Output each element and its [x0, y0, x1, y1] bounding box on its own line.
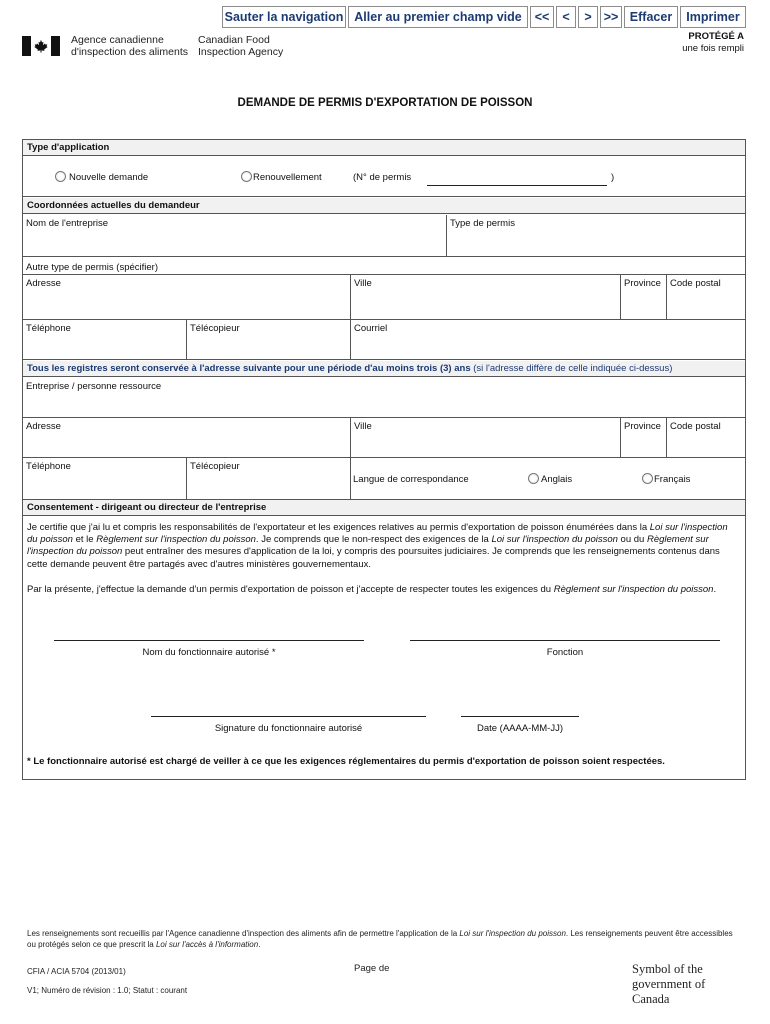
records-fax-label: Télécopieur	[190, 461, 240, 472]
contact-field[interactable]	[23, 378, 745, 418]
government-symbol: Symbol of the government of Canada	[632, 962, 706, 1006]
first-empty-field-button[interactable]: Aller au premier champ vide	[348, 6, 528, 28]
permit-number-close: )	[611, 172, 615, 183]
protected-label	[682, 31, 744, 55]
records-province-label: Province	[624, 421, 661, 432]
postal-code-field[interactable]	[667, 275, 745, 320]
agency-name-fr: Agence canadienne d'inspection des aliments	[71, 34, 188, 58]
next-page-button[interactable]: >	[578, 6, 598, 28]
fax-label: Télécopieur	[190, 323, 240, 334]
official-name-label: Nom du fonctionnaire autorisé *	[142, 647, 276, 658]
english-label: Anglais	[541, 474, 573, 485]
records-address-field[interactable]	[23, 418, 351, 458]
function-input[interactable]	[410, 640, 720, 641]
language-row	[351, 458, 745, 500]
french-label: Français	[654, 474, 691, 485]
permit-form	[22, 139, 746, 780]
renewal-radio[interactable]	[241, 171, 252, 182]
phone-label: Téléphone	[26, 323, 71, 334]
clear-button[interactable]: Effacer	[624, 6, 678, 28]
page-number: Page de	[354, 963, 390, 974]
function-label: Fonction	[546, 647, 584, 658]
english-radio[interactable]	[528, 473, 539, 484]
french-radio[interactable]	[642, 473, 653, 484]
other-permit-type-label: Autre type de permis (spécifier)	[26, 262, 158, 273]
skip-navigation-button[interactable]: Sauter la navigation	[222, 6, 346, 28]
records-phone-field[interactable]	[23, 458, 187, 500]
new-request-radio[interactable]	[55, 171, 66, 182]
application-type-row	[23, 157, 745, 197]
signature-label: Signature du fonctionnaire autorisé	[214, 723, 363, 734]
company-name-label: Nom de l'entreprise	[26, 218, 109, 229]
protected-note: une fois rempli	[682, 43, 744, 54]
address-label: Adresse	[26, 278, 61, 289]
authorized-official-note: * Le fonctionnaire autorisé est chargé de veiller à ce que les exigences réglementaires du permis d'exportation de poisson soient respectées.	[27, 756, 665, 767]
records-phone-label: Téléphone	[26, 461, 71, 472]
records-fax-field[interactable]	[187, 458, 351, 500]
phone-field[interactable]	[23, 320, 187, 360]
company-name-field[interactable]	[23, 215, 447, 257]
protected-level: PROTÉGÉ A	[688, 31, 744, 42]
records-heading-note: (si l'adresse diffère de celle indiquée ci-dessus)	[473, 363, 673, 374]
records-address-label: Adresse	[26, 421, 61, 432]
agency-name-en: Canadian Food Inspection Agency	[198, 34, 284, 58]
permit-number-input[interactable]	[427, 185, 607, 186]
email-label: Courriel	[354, 323, 388, 334]
records-city-label: Ville	[354, 421, 372, 432]
records-city-field[interactable]	[351, 418, 621, 458]
address-field[interactable]	[23, 275, 351, 320]
permit-type-label: Type de permis	[450, 218, 515, 229]
language-label: Langue de correspondance	[353, 474, 469, 485]
records-postal-code-label: Code postal	[670, 421, 721, 432]
postal-code-label: Code postal	[670, 278, 721, 289]
fax-field[interactable]	[187, 320, 351, 360]
permit-number-label: (N° de permis	[353, 172, 412, 183]
contact-label: Entreprise / personne ressource	[26, 381, 162, 392]
new-request-label: Nouvelle demande	[69, 172, 149, 183]
signature-input[interactable]	[151, 716, 426, 717]
revision-info: V1; Numéro de révision : 1.0; Statut : courant	[27, 986, 188, 995]
section-applicant: Coordonnées actuelles du demandeur	[23, 198, 745, 214]
city-field[interactable]	[351, 275, 621, 320]
print-button[interactable]: Imprimer	[680, 6, 746, 28]
last-page-button[interactable]: >>	[600, 6, 622, 28]
first-page-button[interactable]: <<	[530, 6, 554, 28]
consent-paragraph-2: Par la présente, j'effectue la demande d'un permis d'exportation de poisson et j'accepte de respecter toutes les exigences du Règlement sur l'inspection du poisson.	[27, 584, 717, 595]
section-application-type: Type d'application	[23, 140, 745, 156]
agency-signature	[22, 34, 284, 58]
form-title: DEMANDE DE PERMIS D'EXPORTATION DE POISSON	[237, 97, 533, 109]
official-name-input[interactable]	[54, 640, 364, 641]
records-heading: Tous les registres seront conservée à l'adresse suivante pour une période d'au moins trois (3) ans	[27, 363, 471, 374]
privacy-notice: Les renseignements sont recueillis par l'Agence canadienne d'inspection des aliments afin de permettre l'application de la Loi sur l'inspection du poisson. Les renseignements peuvent être accessibles ou protégés selon ce que prescrit la Loi sur l'accès à l'information.	[27, 929, 733, 949]
form-identifier: CFIA / ACIA 5704 (2013/01)	[27, 967, 126, 976]
city-label: Ville	[354, 278, 372, 289]
previous-page-button[interactable]: <	[556, 6, 576, 28]
other-permit-type-field[interactable]	[23, 257, 745, 275]
canada-flag-icon	[22, 36, 60, 56]
date-input[interactable]	[461, 716, 579, 717]
records-province-field[interactable]	[621, 418, 667, 458]
section-consent: Consentement - dirigeant ou directeur de l'entreprise	[23, 500, 745, 516]
email-field[interactable]	[351, 320, 745, 360]
permit-type-field[interactable]	[447, 215, 745, 257]
section-records	[23, 361, 745, 377]
province-field[interactable]	[621, 275, 667, 320]
province-label: Province	[624, 278, 661, 289]
records-postal-code-field[interactable]	[667, 418, 745, 458]
date-label: Date (AAAA-MM-JJ)	[476, 723, 564, 734]
consent-paragraph-1: Je certifie que j'ai lu et compris les responsabilités de l'exportateur et les exigences relatives au permis d'exportation de poisson énumérées dans la Loi sur l'inspection du poisson et le Règlement sur l'inspection du poisson. Je comprends que le non-respect des exigences de la Loi sur l'inspection du poisson ou du Règlement sur l'inspection du poisson peut entraîner des mesures d'application de la loi, y compris des poursuites judiciaires. Je comprends que les renseignements contenus dans cette demande peuvent être partagés avec d'autres ministères gouvernementaux.	[27, 522, 728, 570]
renewal-label: Renouvellement	[253, 172, 322, 183]
form-toolbar	[222, 6, 748, 28]
